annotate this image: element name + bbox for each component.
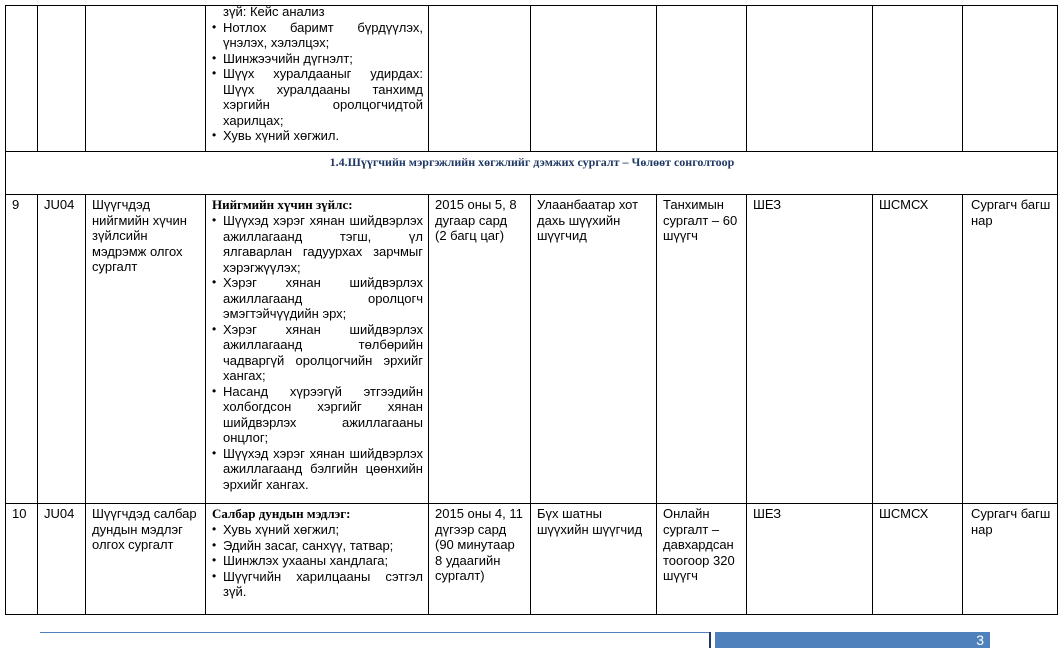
partner-org: ШСМСХ <box>873 504 963 615</box>
course-teachers: Сургагч багш нар <box>963 195 1058 504</box>
time-line: (2 багц цаг) <box>435 228 505 243</box>
training-plan-table <box>5 5 1058 615</box>
course-name: Шүүгчдэд салбар дундын мэдлэг олгох сургалт <box>86 504 206 615</box>
course-content <box>206 504 429 615</box>
continuation-text: зүй: Кейс анализ <box>223 5 325 19</box>
course-content <box>206 195 429 504</box>
continuation-row <box>6 6 1058 152</box>
partner-org: ШСМСХ <box>873 195 963 504</box>
list-item: • Эдийн засаг, санхүү, татвар; <box>212 538 423 554</box>
section-title: 1.4.Шүүгчийн мэргэжлийн хөгжлийг дэмжих сургалт – Чөлөөт сонголтоор <box>329 155 735 169</box>
course-participants: Улаанбаатар хот дахь шүүхийн шүүгчид <box>531 195 657 504</box>
course-format: Танхимын сургалт – 60 шүүгч <box>657 195 747 504</box>
list-item: • Нотлох баримт бүрдүүлэх, үнэлэх, хэлэлцэх; <box>212 20 423 51</box>
course-code: JU04 <box>38 195 86 504</box>
list-item: • Шүүгчийн харилцааны сэтгэл зүй. <box>212 569 423 600</box>
row-number: 9 <box>6 195 38 504</box>
course-format: Онлайн сургалт – давхардсан тоогоор 320 шүүгч <box>657 504 747 615</box>
footer-rule <box>40 632 710 633</box>
course-time <box>429 504 531 615</box>
footer-page-bar <box>715 632 990 648</box>
list-item: • Шүүх хуралдааныг удирдах: Шүүх хуралдааны танхимд хэргийн оролцогчидтой харилцах; <box>212 66 423 128</box>
course-code: JU04 <box>38 504 86 615</box>
list-item: • Хэрэг хянан шийдвэрлэх ажиллагаанд төлбөрийн чадваргүй оролцогчийн эрхийг хангах; <box>212 322 423 384</box>
responsible-org: ШЕЗ <box>747 195 873 504</box>
list-item: • Хувь хүний хөгжил; <box>212 522 423 538</box>
section-header-row <box>6 152 1058 195</box>
list-item: • Хэрэг хянан шийдвэрлэх ажиллагаанд оролцогч эмэгтэйчүүдийн эрх; <box>212 275 423 322</box>
page-number: 3 <box>976 632 984 648</box>
list-item: • Шинжээчийн дүгнэлт; <box>212 51 423 67</box>
content-title: Салбар дундын мэдлэг: <box>212 506 351 521</box>
continuation-content-cell <box>206 6 429 152</box>
list-item: • Насанд хүрээгүй этгээдийн холбогдсон хэргийг хянан шийдвэрлэх ажиллагааны онцлог; <box>212 384 423 446</box>
time-line: 2015 оны 5, 8 дугаар сард <box>435 197 517 228</box>
table-row <box>6 504 1058 615</box>
list-item: • Хувь хүний хөгжил. <box>212 128 423 144</box>
content-list <box>212 522 423 600</box>
list-item: • Шинжлэх ухааны хандлага; <box>212 553 423 569</box>
responsible-org: ШЕЗ <box>747 504 873 615</box>
content-title: Нийгмийн хүчин зүйлс: <box>212 197 353 212</box>
continuation-list <box>212 20 423 144</box>
time-line: 2015 оны 4, 11 дүгээр сард <box>435 506 523 537</box>
course-teachers: Сургагч багш нар <box>963 504 1058 615</box>
course-time <box>429 195 531 504</box>
footer-divider <box>709 632 711 648</box>
course-name: Шүүгчдэд нийгмийн хүчин зүйлсийн мэдрэмж олгох сургалт <box>86 195 206 504</box>
row-number: 10 <box>6 504 38 615</box>
table-row <box>6 195 1058 504</box>
content-list <box>212 213 423 492</box>
time-line: (90 минутаар 8 удаагийн сургалт) <box>435 537 515 583</box>
list-item: • Шүүхэд хэрэг хянан шийдвэрлэх ажиллагаанд бэлгийн цөөнхийн эрхийг хангах. <box>212 446 423 493</box>
list-item: • Шүүхэд хэрэг хянан шийдвэрлэх ажиллагаанд тэгш, үл ялгаварлан гадуурхах зарчмыг хэрэгжүүлэх; <box>212 213 423 275</box>
course-participants: Бүх шатны шүүхийн шүүгчид <box>531 504 657 615</box>
